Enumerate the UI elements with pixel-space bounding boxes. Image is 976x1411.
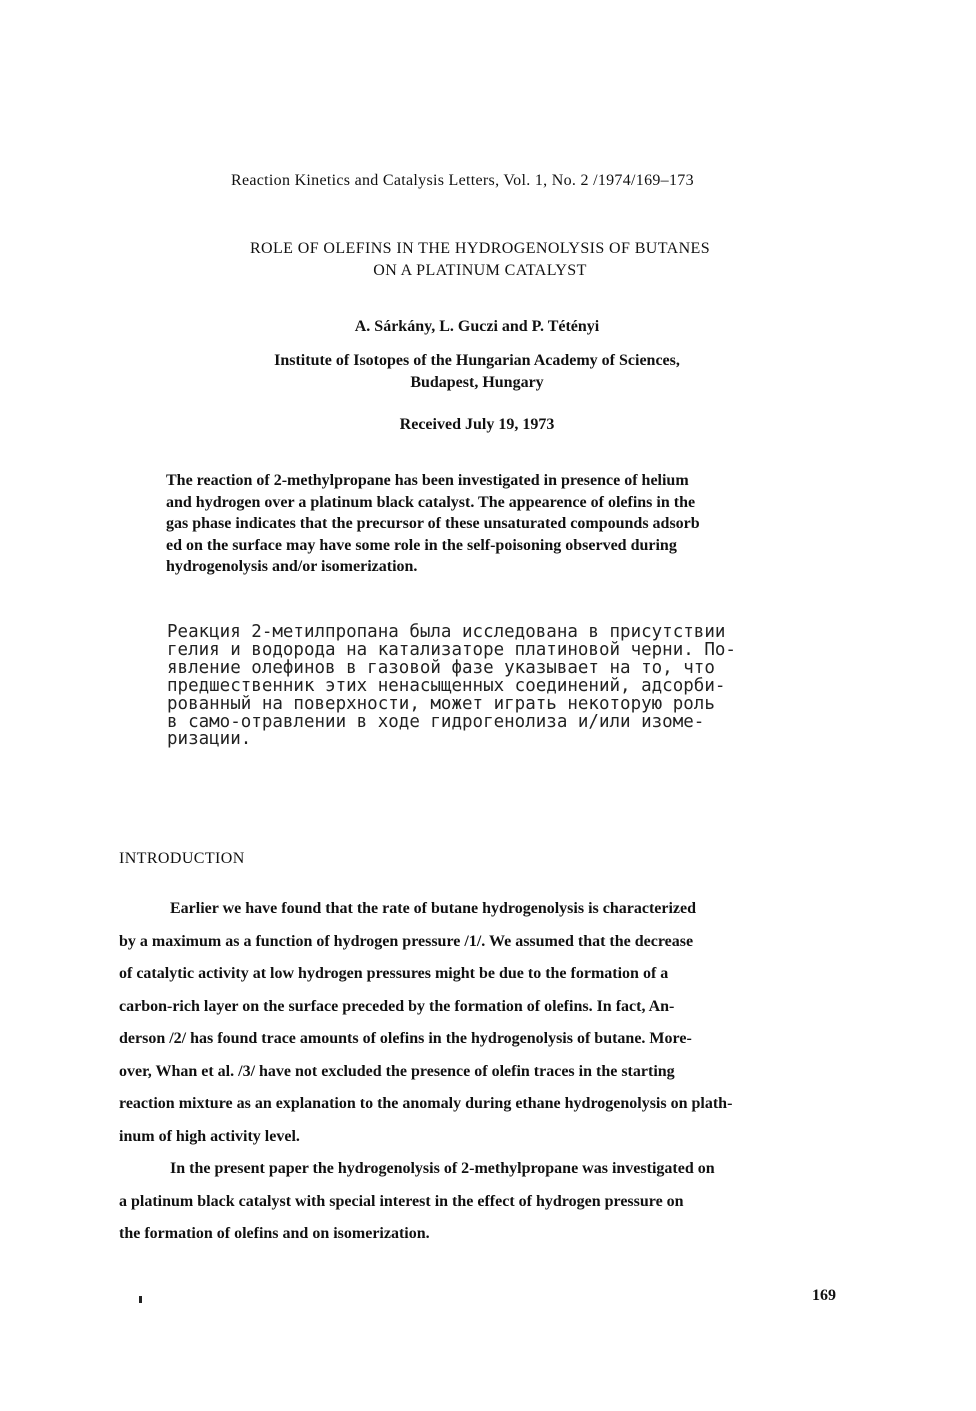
section-heading-introduction: INTRODUCTION: [119, 850, 245, 867]
intro-line: by a maximum as a function of hydrogen pressure /1/. We assumed that the decrease: [119, 932, 694, 950]
abstract-ru-line: явление олефинов в газовой фазе указывает на то, что: [167, 657, 715, 678]
abstract-ru-line: предшественник этих ненасыщенных соединений, адсорби-: [167, 675, 726, 696]
abstract-ru-line: в само-отравлении в ходе гидрогенолиза и/или изоме-: [167, 711, 705, 732]
received-date: Received July 19, 1973: [399, 416, 555, 433]
paper-title-line-1: ROLE OF OLEFINS IN THE HYDROGENOLYSIS OF BUTANES: [249, 240, 711, 257]
abstract-line: The reaction of 2-methylpropane has been investigated in presence of helium: [166, 472, 689, 489]
abstract-line: and hydrogen over a platinum black catalyst. The appearence of olefins in the: [166, 493, 696, 511]
abstract-english: [166, 470, 866, 578]
abstract-russian: [167, 624, 736, 749]
intro-line: In the present paper the hydrogenolysis of 2-methylpropane was investigated on: [170, 1160, 715, 1177]
intro-line: over, Whan et al. /3/ have not excluded the presence of olefin traces in the starting: [119, 1062, 675, 1080]
intro-line: carbon-rich layer on the surface preceded by the formation of olefins. In fact, An-: [119, 997, 675, 1015]
abstract-ru-line: гелия и водорода на катализаторе платиновой черни. По-: [167, 639, 736, 660]
intro-line: derson /2/ has found trace amounts of olefins in the hydrogenolysis of butane. More-: [119, 1030, 692, 1047]
abstract-ru-line: Реакция 2-метилпропана была исследована в присутствии: [167, 622, 726, 642]
institution-line-1: Institute of Isotopes of the Hungarian Academy of Sciences,: [274, 352, 680, 369]
abstract-ru-line: ризации.: [167, 729, 252, 750]
intro-line: reaction mixture as an explanation to the anomaly during ethane hydrogenolysis on plath-: [119, 1095, 733, 1112]
intro-line: of catalytic activity at low hydrogen pressures might be due to the formation of a: [119, 965, 669, 982]
introduction-body: [119, 893, 732, 1251]
intro-line: Earlier we have found that the rate of butane hydrogenolysis is characterized: [170, 900, 697, 917]
abstract-line: gas phase indicates that the precursor of these unsaturated compounds adsorb: [166, 515, 700, 533]
intro-line: inum of high activity level.: [119, 1127, 300, 1145]
abstract-line: hydrogenolysis and/or isomerization.: [166, 558, 418, 576]
authors: A. Sárkány, L. Guczi and P. Tétényi: [354, 318, 600, 335]
margin-mark: [139, 1296, 142, 1303]
page-number: 169: [812, 1287, 836, 1304]
institution-line-2: Budapest, Hungary: [410, 374, 544, 391]
intro-line: a platinum black catalyst with special interest in the effect of hydrogen pressure on: [119, 1192, 684, 1210]
journal-citation: Reaction Kinetics and Catalysis Letters, Vol. 1, No. 2 /1974/169–173: [231, 172, 694, 189]
paper-title-line-2: ON A PLATINUM CATALYST: [373, 262, 587, 279]
abstract-ru-line: рованный на поверхности, может играть некоторую роль: [167, 693, 715, 714]
intro-line: the formation of olefins and on isomerization.: [119, 1225, 430, 1242]
abstract-line: ed on the surface may have some role in the self-poisoning observed during: [166, 536, 677, 554]
